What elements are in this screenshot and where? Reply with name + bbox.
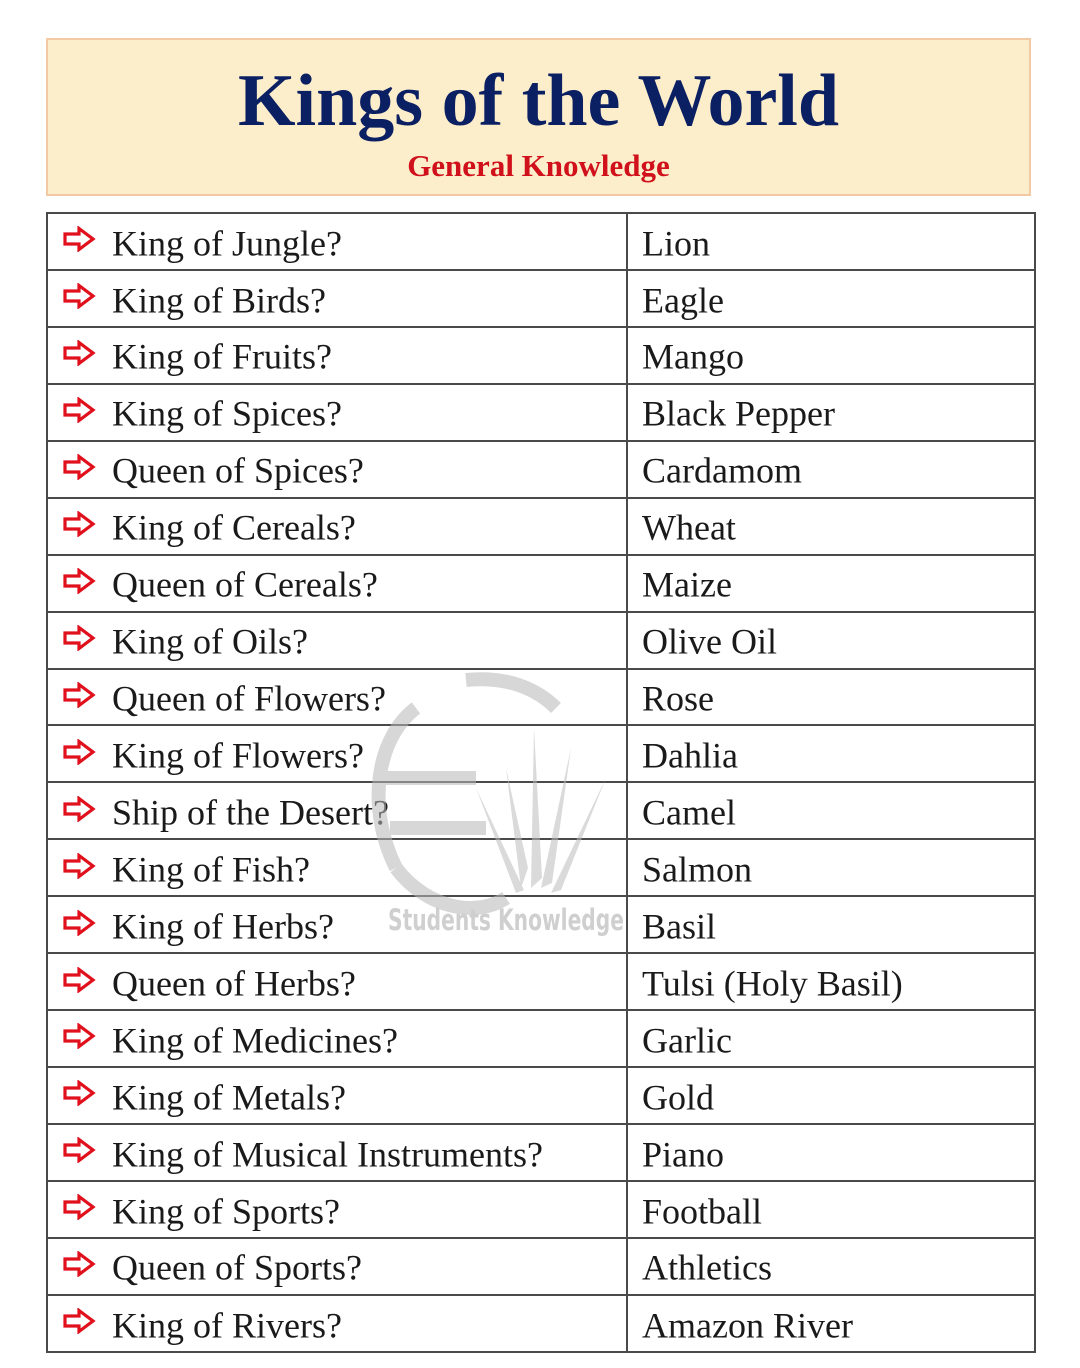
question-cell [47, 384, 627, 441]
question-text: King of Oils? [112, 621, 308, 662]
answer-text: Tulsi (Holy Basil) [642, 963, 903, 1004]
question-text: Queen of Sports? [112, 1248, 362, 1289]
answer-text: Piano [642, 1134, 725, 1175]
answer-cell [627, 1067, 1035, 1124]
question-cell [47, 896, 627, 953]
question-text: King of Birds? [112, 280, 326, 321]
answer-text: Basil [642, 906, 717, 947]
question-cell [47, 725, 627, 782]
title-banner [46, 38, 1031, 196]
question-text: King of Medicines? [112, 1020, 398, 1061]
table-row [47, 669, 1035, 726]
answer-text: Maize [642, 564, 732, 605]
answer-cell [627, 725, 1035, 782]
question-text: King of Sports? [112, 1191, 340, 1232]
answer-cell [627, 213, 1035, 270]
right-arrow-icon [62, 853, 96, 879]
question-text: Queen of Flowers? [112, 678, 386, 719]
table-row [47, 1124, 1035, 1181]
answer-cell [627, 384, 1035, 441]
answer-cell [627, 270, 1035, 327]
right-arrow-icon [62, 283, 96, 309]
answer-text: Salmon [642, 849, 753, 890]
question-text: Queen of Cereals? [112, 564, 378, 605]
answer-text: Garlic [642, 1020, 732, 1061]
answer-text: Amazon River [642, 1305, 853, 1346]
answer-cell [627, 1124, 1035, 1181]
question-cell [47, 1067, 627, 1124]
right-arrow-icon [62, 568, 96, 594]
page-subtitle: General Knowledge [407, 148, 670, 183]
question-cell [47, 669, 627, 726]
table-row [47, 1067, 1035, 1124]
question-text: King of Fruits? [112, 337, 332, 378]
question-text: King of Fish? [112, 849, 310, 890]
table-row [47, 555, 1035, 612]
table-row [47, 213, 1035, 270]
answer-text: Cardamom [642, 451, 802, 492]
question-text: King of Herbs? [112, 906, 334, 947]
answer-text: Wheat [642, 508, 736, 549]
right-arrow-icon [62, 454, 96, 480]
right-arrow-icon [62, 1194, 96, 1220]
question-text: King of Jungle? [112, 223, 342, 264]
table-row [47, 270, 1035, 327]
table-row [47, 498, 1035, 555]
question-cell [47, 612, 627, 669]
question-text: Queen of Spices? [112, 451, 364, 492]
answer-text: Black Pepper [642, 394, 835, 435]
question-cell [47, 1181, 627, 1238]
table-row [47, 384, 1035, 441]
answer-text: Rose [642, 678, 714, 719]
question-text: King of Metals? [112, 1077, 346, 1118]
question-text: King of Musical Instruments? [112, 1134, 543, 1175]
question-cell [47, 555, 627, 612]
answer-text: Olive Oil [642, 621, 777, 662]
question-cell [47, 953, 627, 1010]
answer-text: Gold [642, 1077, 714, 1118]
answer-text: Camel [642, 792, 736, 833]
question-cell [47, 1124, 627, 1181]
right-arrow-icon [62, 739, 96, 765]
table-row [47, 327, 1035, 384]
qa-table-body [47, 213, 1035, 1352]
answer-cell [627, 1010, 1035, 1067]
right-arrow-icon [62, 226, 96, 252]
answer-cell [627, 441, 1035, 498]
answer-cell [627, 555, 1035, 612]
right-arrow-icon [62, 340, 96, 366]
page-title: Kings of the World [238, 60, 839, 142]
question-cell [47, 1010, 627, 1067]
question-cell [47, 213, 627, 270]
table-row [47, 725, 1035, 782]
question-text: Queen of Herbs? [112, 963, 356, 1004]
right-arrow-icon [62, 625, 96, 651]
question-text: King of Rivers? [112, 1305, 342, 1346]
watermark-text: Students Knowledge [388, 903, 624, 937]
right-arrow-icon [62, 796, 96, 822]
answer-cell [627, 896, 1035, 953]
answer-text: Eagle [642, 280, 724, 321]
right-arrow-icon [62, 1251, 96, 1277]
question-cell [47, 782, 627, 839]
table-row [47, 953, 1035, 1010]
table-row [47, 839, 1035, 896]
answer-cell [627, 953, 1035, 1010]
answer-text: Dahlia [642, 735, 738, 776]
right-arrow-icon [62, 682, 96, 708]
question-cell [47, 839, 627, 896]
answer-cell [627, 669, 1035, 726]
question-text: King of Flowers? [112, 735, 364, 776]
right-arrow-icon [62, 1080, 96, 1106]
table-row [47, 896, 1035, 953]
question-cell [47, 327, 627, 384]
right-arrow-icon [62, 511, 96, 537]
table-row [47, 1238, 1035, 1295]
answer-text: Lion [642, 223, 710, 264]
answer-cell [627, 612, 1035, 669]
qa-table [46, 212, 1036, 1353]
right-arrow-icon [62, 910, 96, 936]
question-cell [47, 270, 627, 327]
answer-text: Athletics [642, 1248, 772, 1289]
table-row [47, 1295, 1035, 1352]
answer-text: Football [642, 1191, 763, 1232]
question-text: King of Cereals? [112, 508, 356, 549]
answer-cell [627, 327, 1035, 384]
question-cell [47, 1238, 627, 1295]
qa-table-container [46, 212, 1034, 1353]
right-arrow-icon [62, 1308, 96, 1334]
question-cell [47, 441, 627, 498]
table-row [47, 782, 1035, 839]
table-row [47, 441, 1035, 498]
answer-cell [627, 839, 1035, 896]
table-row [47, 1181, 1035, 1238]
right-arrow-icon [62, 1023, 96, 1049]
right-arrow-icon [62, 967, 96, 993]
answer-cell [627, 1238, 1035, 1295]
table-row [47, 612, 1035, 669]
question-text: Ship of the Desert? [112, 792, 389, 833]
answer-cell [627, 1295, 1035, 1352]
right-arrow-icon [62, 397, 96, 423]
table-row [47, 1010, 1035, 1067]
question-cell [47, 498, 627, 555]
question-cell [47, 1295, 627, 1352]
question-text: King of Spices? [112, 394, 342, 435]
right-arrow-icon [62, 1137, 96, 1163]
answer-cell [627, 782, 1035, 839]
answer-cell [627, 498, 1035, 555]
answer-text: Mango [642, 337, 744, 378]
answer-cell [627, 1181, 1035, 1238]
